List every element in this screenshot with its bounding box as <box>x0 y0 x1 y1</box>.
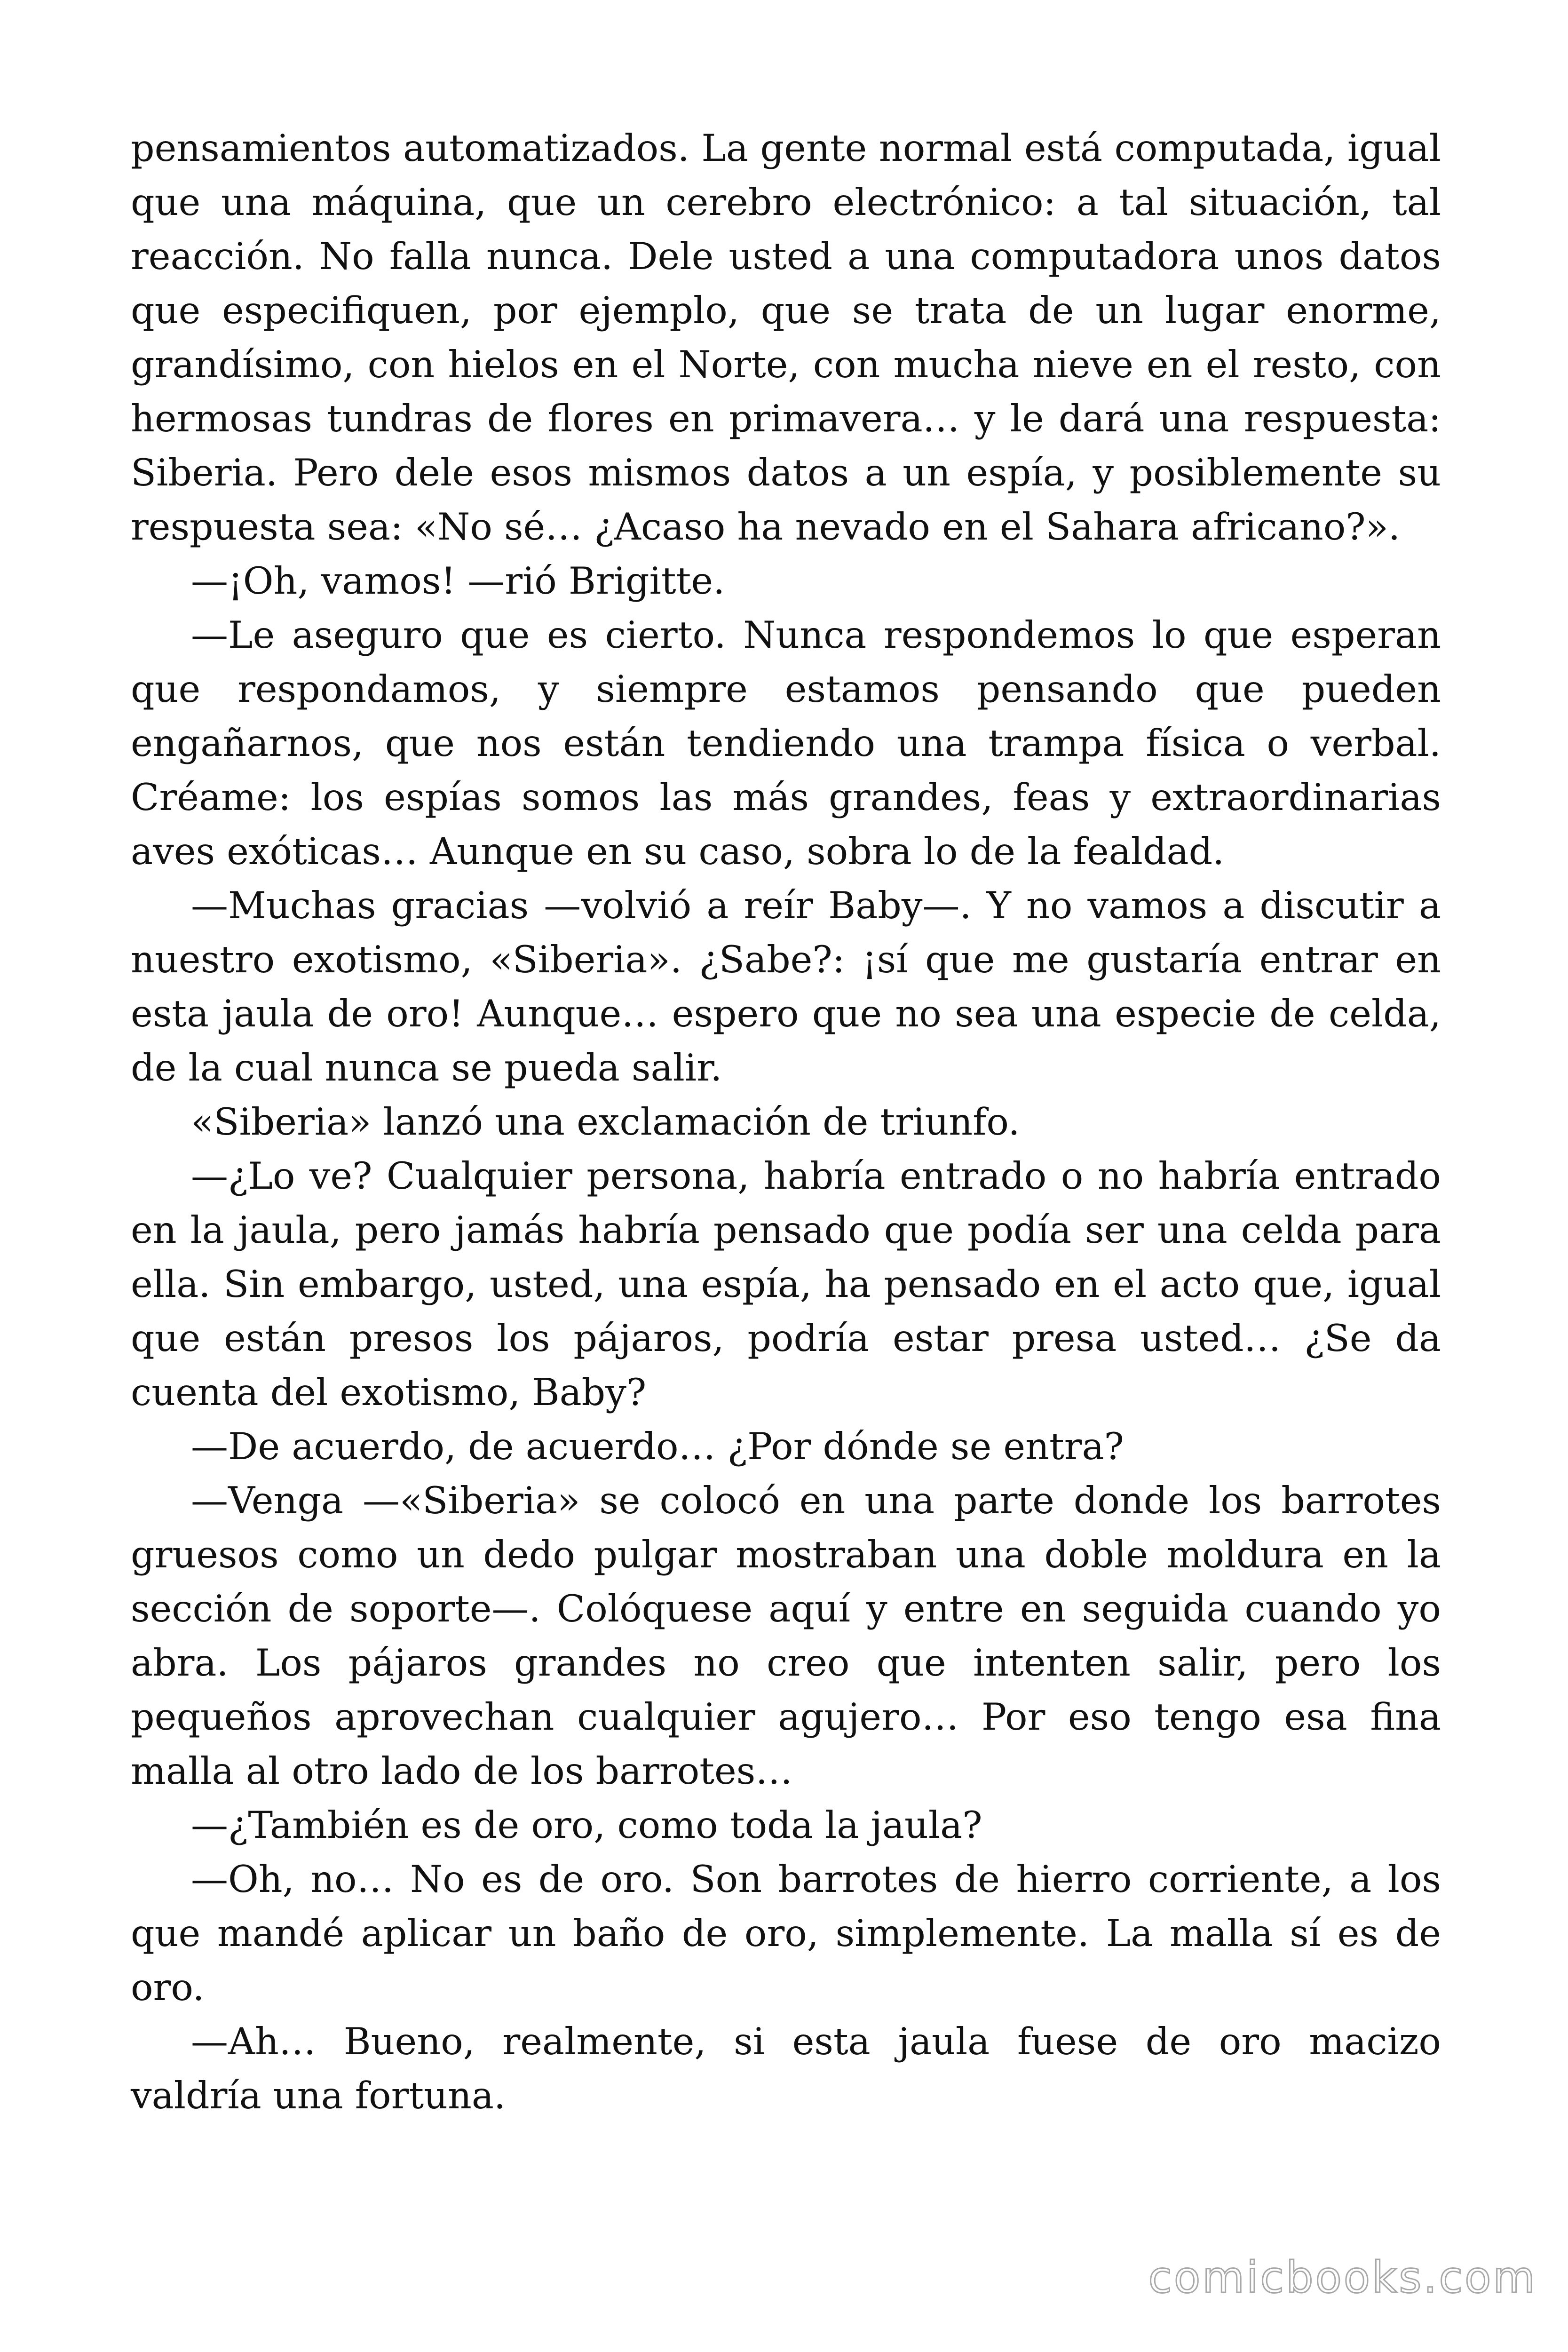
paragraph: —¿Lo ve? Cualquier persona, habría entrado o no habría entrado en la jaula, pero jamás habría pensado que podía ser una celda para ella. Sin embargo, usted, una espía, ha pensado en el acto que, igual que están presos los pájaros, podría estar presa usted… ¿Se da cuenta del exotismo, Baby? <box>131 1154 1441 1414</box>
watermark: comicbooks.com <box>1148 2252 1537 2303</box>
paragraph: —De acuerdo, de acuerdo… ¿Por dónde se entra? <box>191 1425 1124 1468</box>
paragraph: —Oh, no… No es de oro. Son barrotes de hierro corriente, a los que mandé aplicar un baño de oro, simplemente. La malla sí es de oro. <box>131 1858 1441 2009</box>
paragraph: —Ah… Bueno, realmente, si esta jaula fuese de oro macizo valdría una fortuna. <box>131 2020 1441 2117</box>
paragraph: —Muchas gracias —volvió a reír Baby—. Y no vamos a discutir a nuestro exotismo, «Siberia». ¿Sabe?: ¡sí que me gustaría entrar en esta jaula de oro! Aunque… espero que no sea una especie de celda, de la cual nunca se pueda salir. <box>131 884 1441 1089</box>
paragraph: —Venga —«Siberia» se colocó en una parte donde los barrotes gruesos como un dedo pulgar mostraban una doble moldura en la sección de soporte—. Colóquese aquí y entre en seguida cuando yo abra. Los pájaros grandes no creo que intenten salir, pero los pequeños aprovechan cualquier agujero… Por eso tengo esa fina malla al otro lado de los barrotes… <box>131 1479 1441 1793</box>
paragraph: pensamientos automatizados. La gente normal está computada, igual que una máquina, que un cerebro electrónico: a tal situación, tal reacción. No falla nunca. Dele usted a una computadora unos datos que especifiquen, por ejemplo, que se trata de un lugar enorme, grandísimo, con hielos en el Norte, con mucha nieve en el resto, con hermosas tundras de flores en primavera… y le dará una respuesta: Siberia. Pero dele esos mismos datos a un espía, y posiblemente su respuesta sea: «No sé… ¿Acaso ha nevado en el Sahara africano?». <box>131 127 1441 548</box>
paragraph: —¿También es de oro, como toda la jaula? <box>191 1804 982 1847</box>
paragraph: «Siberia» lanzó una exclamación de triunfo. <box>191 1100 1020 1144</box>
paragraph: —¡Oh, vamos! —rió Brigitte. <box>191 559 725 603</box>
paragraph: —Le aseguro que es cierto. Nunca respondemos lo que esperan que respondamos, y siempre estamos pensando que pueden engañarnos, que nos están tendiendo una trampa física o verbal. Créame: los espías somos las más grandes, feas y extraordinarias aves exóticas… Aunque en su caso, sobra lo de la fealdad. <box>131 613 1441 873</box>
body-text <box>131 121 1441 2123</box>
